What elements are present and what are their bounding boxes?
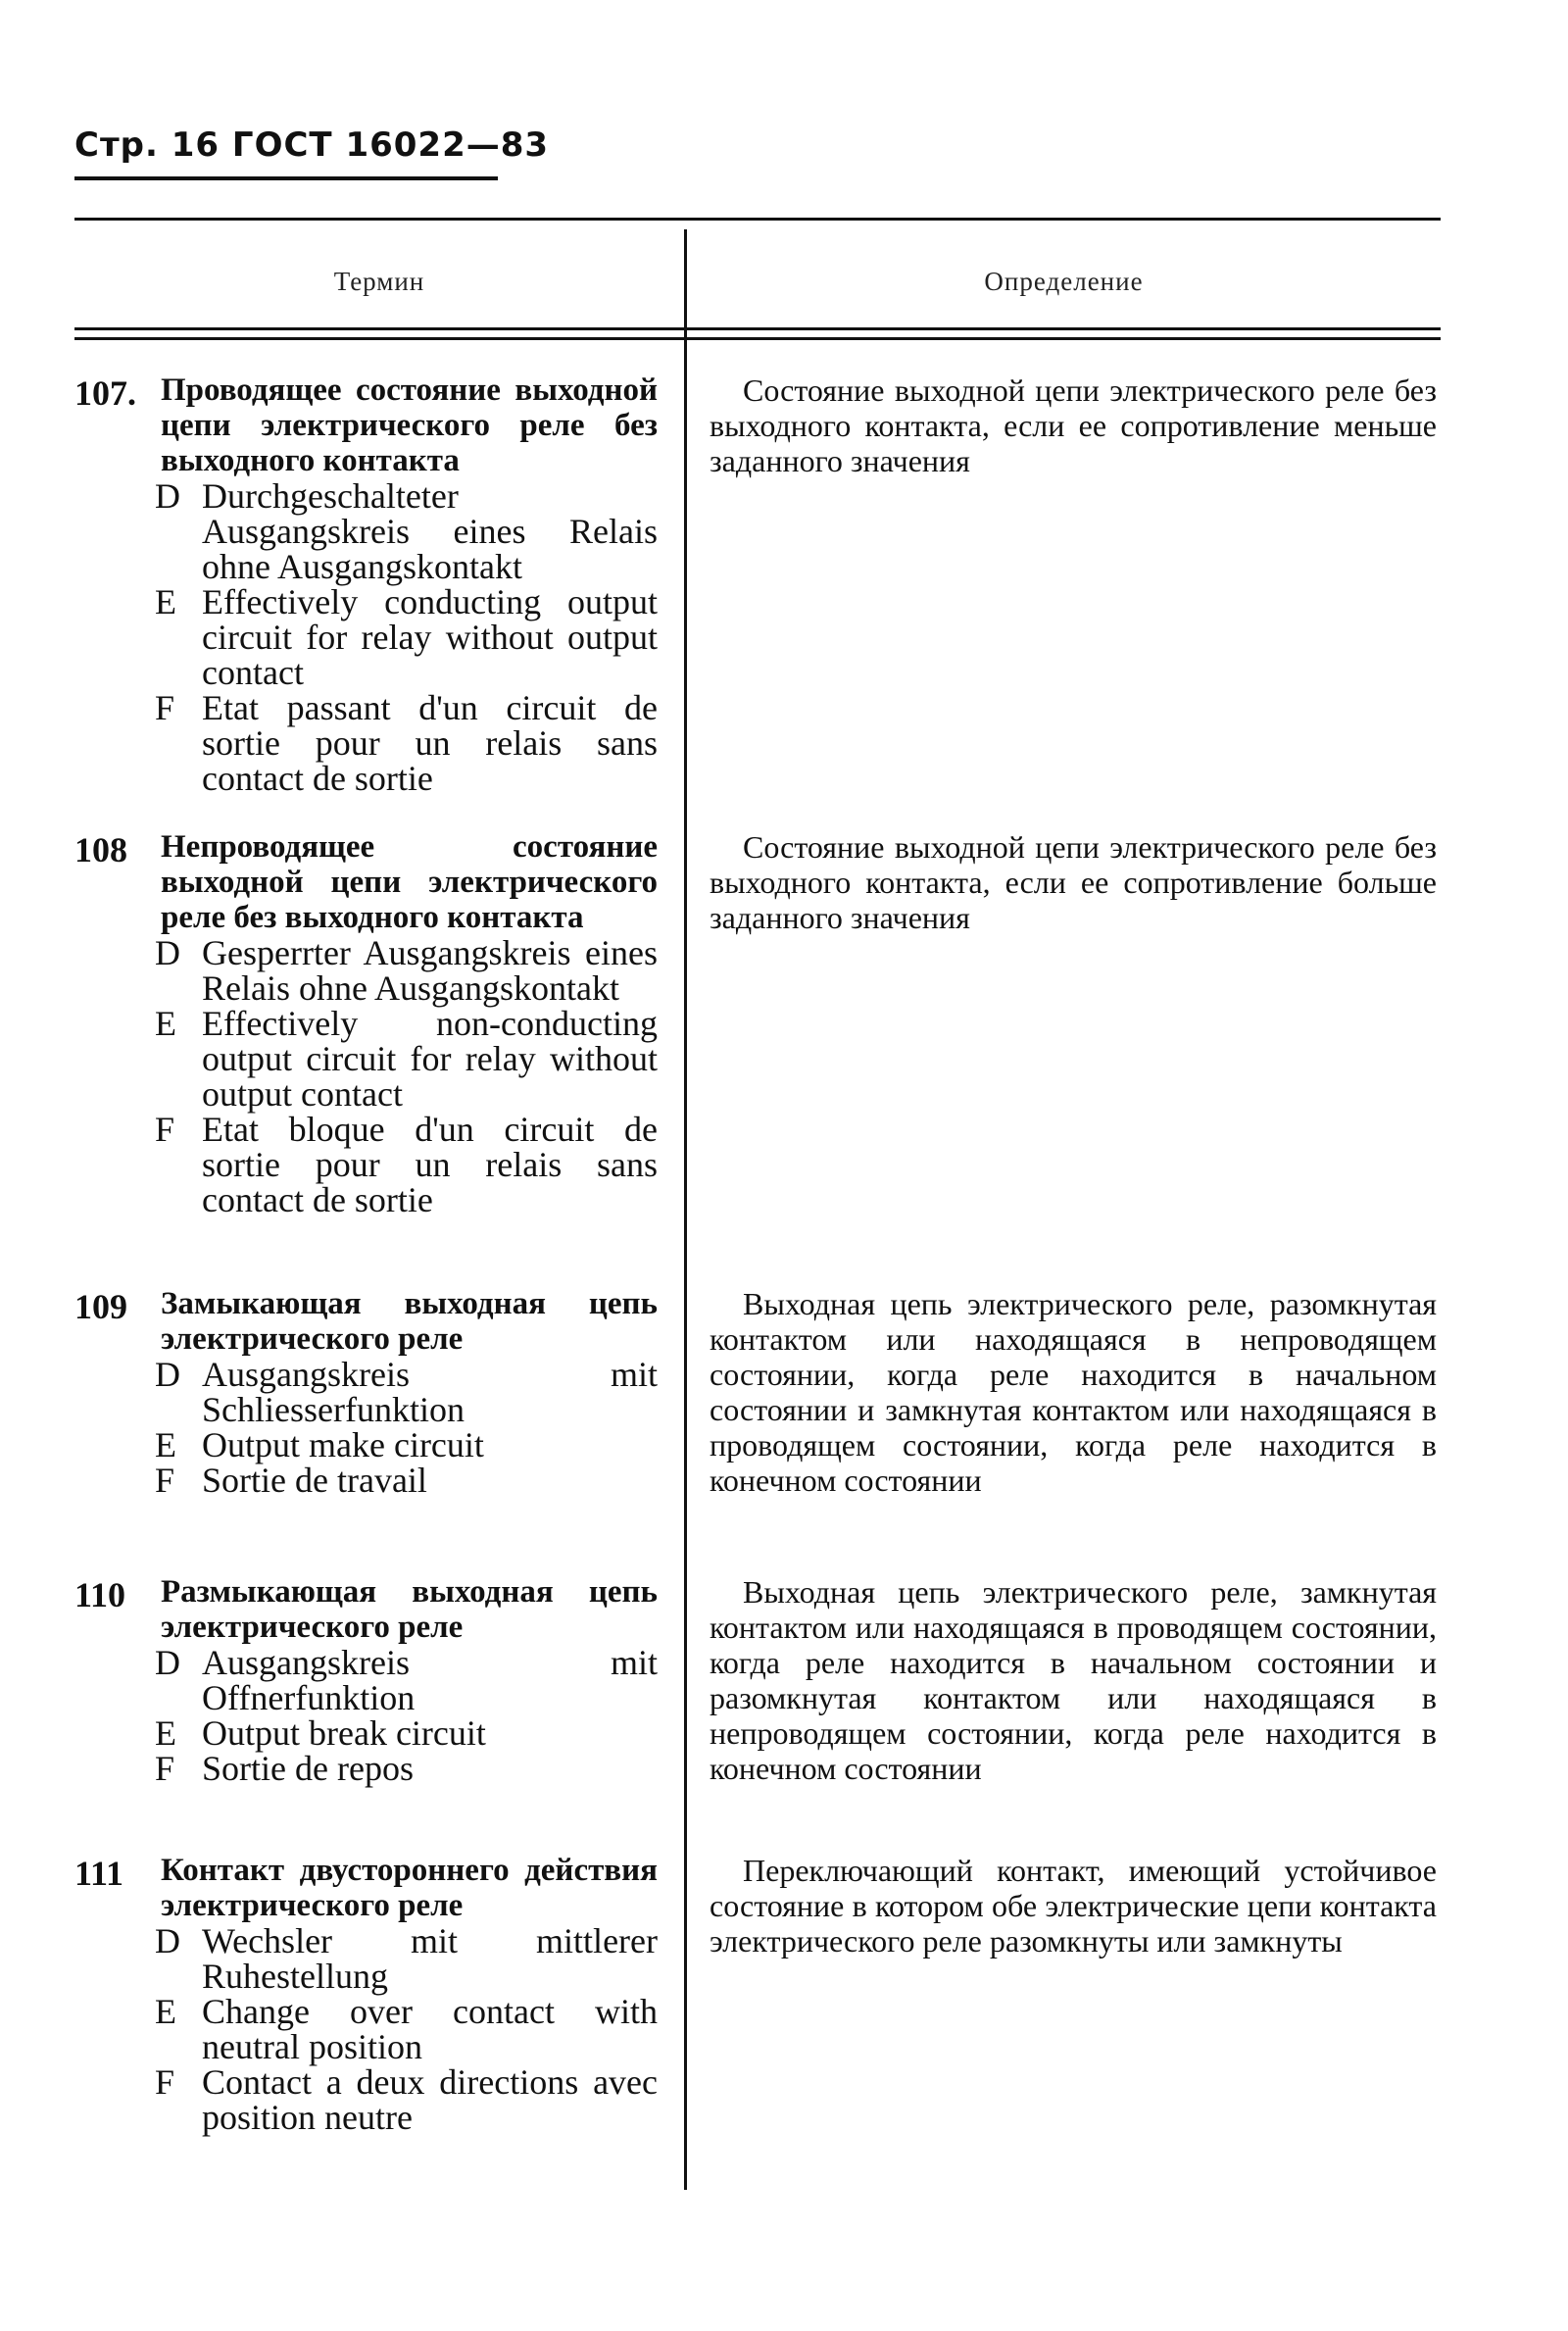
definition-cell: Состояние выходной цепи электрического реле без выходного контакта, если ее сопротивление больше заданного значения: [710, 829, 1437, 935]
term-number: 111: [74, 1854, 124, 1893]
translation-text: Output break circuit: [202, 1713, 486, 1753]
translation-en: [155, 1006, 658, 1112]
language-code: D: [155, 1643, 180, 1682]
translation-en: [155, 1427, 658, 1463]
language-code: D: [155, 1355, 180, 1394]
term-title: Непроводящее состояние выходной цепи электрического реле без выходного контакта: [161, 829, 658, 935]
translation-fr: [155, 1112, 658, 1217]
column-header-definition: Определение: [984, 267, 1144, 296]
term-title: Контакт двустороннего действия электрического реле: [161, 1853, 658, 1923]
language-code: E: [155, 582, 176, 621]
term-cell: [74, 1286, 658, 1498]
translation-en: [155, 1715, 658, 1751]
translation-text: Sortie de travail: [202, 1461, 427, 1500]
translation-text: Change over contact with neutral position: [202, 1992, 658, 2066]
table-header-rule: [74, 327, 1441, 330]
translation-de: [155, 1923, 658, 1994]
translation-text: Wechsler mit mittlerer Ruhestellung: [202, 1921, 658, 1996]
translation-text: Ausgangskreis mit Schliesserfunktion: [202, 1355, 658, 1429]
term-number: 107.: [74, 373, 136, 413]
term-cell: [74, 1574, 658, 1786]
translation-de: [155, 1645, 658, 1715]
language-code: D: [155, 933, 180, 972]
language-code: E: [155, 1992, 176, 2031]
language-code: F: [155, 2062, 175, 2102]
translation-de: [155, 1357, 658, 1427]
term-title: Проводящее состояние выходной цепи электрического реле без выходного контакта: [161, 372, 658, 478]
term-number: 108: [74, 830, 127, 869]
translation-en: [155, 584, 658, 690]
translation-text: Output make circuit: [202, 1425, 484, 1464]
translation-fr: [155, 1463, 658, 1498]
translation-text: Durchgeschalteter Ausgangskreis eines Relais ohne Ausgangskontakt: [202, 476, 658, 586]
translation-text: Etat passant d'un circuit de sortie pour un relais sans contact de sortie: [202, 688, 658, 798]
language-code: E: [155, 1713, 176, 1753]
page-header: Стр. 16 ГОСТ 16022—83: [74, 125, 550, 165]
translation-text: Gesperrter Ausgangskreis eines Relais ohne Ausgangskontakt: [202, 933, 658, 1008]
translation-fr: [155, 2064, 658, 2135]
translation-de: [155, 478, 658, 584]
table-header-rule-double: [74, 337, 1441, 340]
table-top-rule: [74, 218, 1441, 221]
language-code: E: [155, 1425, 176, 1464]
translation-text: Sortie de repos: [202, 1749, 414, 1788]
column-header-term: Термин: [333, 267, 425, 296]
translation-text: Effectively non-conducting output circuit for relay without output contact: [202, 1004, 658, 1114]
definition-cell: Переключающий контакт, имеющий устойчивое состояние в котором обе электрические цепи контакта электрического реле разомкнуты или замкнуты: [710, 1853, 1437, 1959]
translation-fr: [155, 1751, 658, 1786]
language-code: E: [155, 1004, 176, 1043]
term-title: Замыкающая выходная цепь электрического реле: [161, 1286, 658, 1357]
term-cell: [74, 829, 658, 1217]
definition-cell: Выходная цепь электрического реле, замкнутая контактом или находящаяся в проводящем состоянии, когда реле находится в начальном состоянии и разомкнутая контактом или находящаяся в непроводящем состоянии, когда реле находится в конечном состоянии: [710, 1574, 1437, 1786]
translation-de: [155, 935, 658, 1006]
term-cell: [74, 372, 658, 796]
translation-text: Contact a deux directions avec position neutre: [202, 2062, 658, 2137]
language-code: D: [155, 476, 180, 516]
translation-text: Ausgangskreis mit Offnerfunktion: [202, 1643, 658, 1717]
column-divider: [684, 229, 687, 2190]
term-cell: [74, 1853, 658, 2135]
language-code: D: [155, 1921, 180, 1960]
language-code: F: [155, 1749, 175, 1788]
definition-cell: Выходная цепь электрического реле, разомкнутая контактом или находящаяся в непроводящем состоянии, когда реле находится в начальном состоянии и замкнутая контактом или находящаяся в проводящем состоянии, когда реле находится в конечном состоянии: [710, 1286, 1437, 1498]
translation-text: Effectively conducting output circuit for relay without output contact: [202, 582, 658, 692]
definition-cell: Состояние выходной цепи электрического реле без выходного контакта, если ее сопротивление меньше заданного значения: [710, 372, 1437, 478]
language-code: F: [155, 688, 175, 727]
translation-en: [155, 1994, 658, 2064]
header-rule: [74, 176, 498, 180]
language-code: F: [155, 1461, 175, 1500]
term-number: 109: [74, 1287, 127, 1326]
terms-table: [74, 218, 1441, 2188]
translation-fr: [155, 690, 658, 796]
term-number: 110: [74, 1575, 126, 1614]
language-code: F: [155, 1110, 175, 1149]
translation-text: Etat bloque d'un circuit de sortie pour un relais sans contact de sortie: [202, 1110, 658, 1219]
term-title: Размыкающая выходная цепь электрического реле: [161, 1574, 658, 1645]
